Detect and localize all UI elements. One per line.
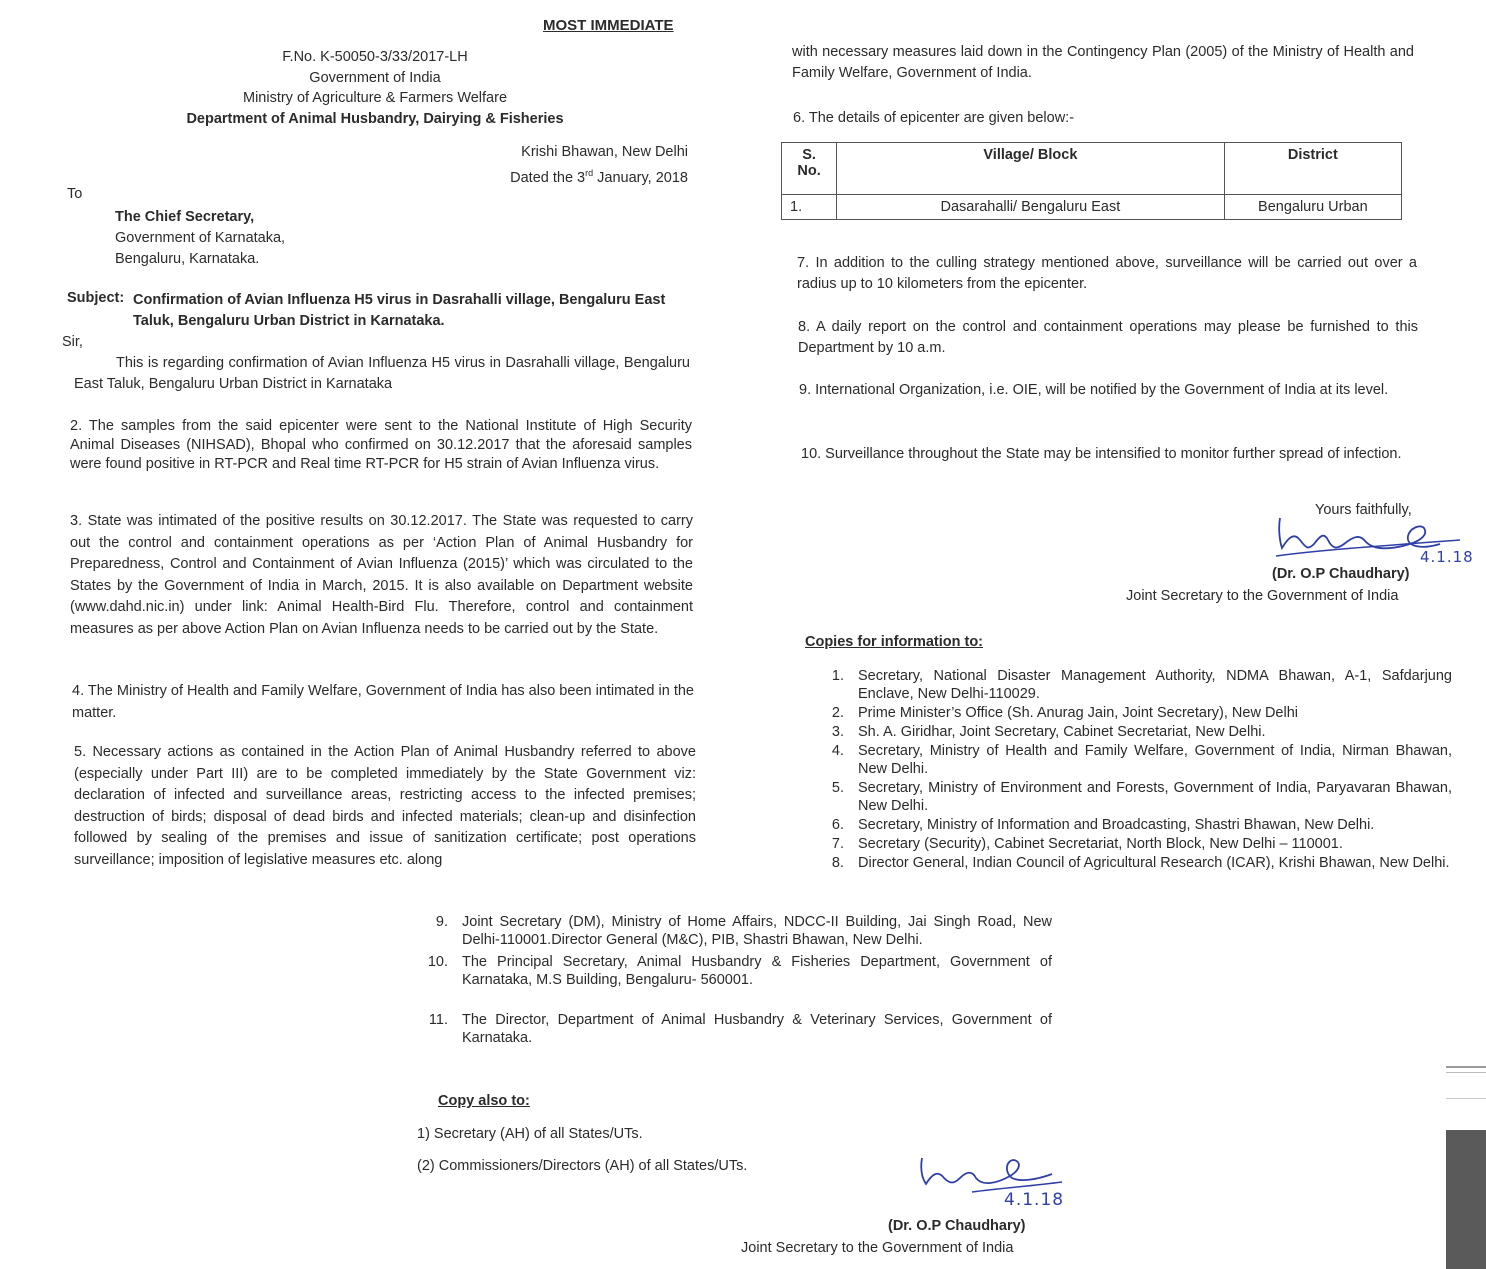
scan-edge-shadow: [1446, 1130, 1486, 1269]
ministry-name: Ministry of Agriculture & Farmers Welfare: [242, 90, 508, 106]
scan-edge-line: [1446, 1066, 1486, 1068]
copy-also-heading: Copy also to:: [438, 1093, 530, 1109]
paragraph-4: 4. The Ministry of Health and Family Welfare, Government of India has also been intimated in the matter.: [72, 683, 694, 721]
paragraph-5-continued: with necessary measures laid down in the Contingency Plan (2005) of the Ministry of Health and Family Welfare, Government of India.: [792, 44, 1414, 81]
scan-edge-line: [1446, 1072, 1486, 1073]
list-item: 4. Secretary, Ministry of Health and Family Welfare, Government of India, Nirman Bhawan, New Delhi.: [848, 742, 1452, 778]
letter-date: Dated the 3rd January, 2018: [510, 167, 688, 186]
table-header-cell: District: [1224, 143, 1401, 195]
copy-also-item: 1) Secretary (AH) of all States/UTs.: [417, 1126, 643, 1142]
handwritten-date: 4.1.18: [1004, 1190, 1065, 1210]
signature-image-2: [912, 1148, 1082, 1218]
signatory-designation: Joint Secretary to the Government of India: [741, 1240, 1014, 1256]
scan-edge-line: [1446, 1098, 1486, 1099]
urgency-label: MOST IMMEDIATE: [543, 17, 674, 34]
signatory-name: (Dr. O.P Chaudhary): [888, 1218, 1026, 1234]
paragraph-5: 5. Necessary actions as contained in the Action Plan of Animal Husbandry referred to above (especially under Part III) are to be completed immediately by the State Government viz: declaration of infected and surveillance areas, restricting access to the infected premises; destruction of birds; disposal of dead birds and infected materials; clean-up and disinfection followed by sealing of the premises and issue of sanitization certificate; post operations surveillance; imposition of legislative measures etc. along: [74, 744, 696, 868]
file-number: F.No. K-50050-3/33/2017-LH: [282, 49, 468, 65]
paragraph-6: 6. The details of epicenter are given below:-: [793, 110, 1075, 126]
letterhead: [160, 47, 590, 129]
table-header-cell: Village/ Block: [837, 143, 1225, 195]
to-label: To: [67, 186, 83, 202]
paragraph-10: 10. Surveillance throughout the State may be intensified to monitor further spread of infection.: [801, 446, 1402, 462]
paragraph-3: 3. State was intimated of the positive results on 30.12.2017. The State was requested to carry out the control and containment operations as per ‘Action Plan of Animal Husbandry for Preparedness, Control and Containment of Avian Influenza (2015)’ which was circulated to the States by the Government of India in March, 2015. It is also available on Department website (www.dahd.nic.in) under link: Animal Health-Bird Flu. Therefore, control and containment measures as per above Action Plan on Avian Influenza needs to be carried out by the State.: [70, 513, 693, 637]
government-name: Government of India: [309, 69, 441, 86]
list-item: 3. Sh. A. Giridhar, Joint Secretary, Cabinet Secretariat, New Delhi.: [848, 723, 1452, 741]
addressee-line2: Bengaluru, Karnataka.: [115, 251, 260, 267]
list-item: 1. Secretary, National Disaster Management Authority, NDMA Bhawan, A-1, Safdarjung Enclave, New Delhi-110029.: [848, 667, 1452, 703]
copy-also-item: (2) Commissioners/Directors (AH) of all States/UTs.: [417, 1158, 748, 1174]
handwritten-date: 4.1.18: [1420, 548, 1474, 566]
table-row: [782, 195, 1402, 220]
closing: Yours faithfully,: [1315, 502, 1412, 518]
paragraph-7: 7. In addition to the culling strategy mentioned above, surveillance will be carried out over a radius up to 10 kilometers from the epicenter.: [797, 255, 1417, 292]
paragraph-9: 9. International Organization, i.e. OIE, will be notified by the Government of India at its level.: [799, 382, 1389, 398]
table-cell: 1.: [782, 195, 837, 220]
paragraph-8: 8. A daily report on the control and containment operations may please be furnished to this Department by 10 a.m.: [798, 319, 1418, 356]
subject-text: Confirmation of Avian Influenza H5 virus in Dasrahalli village, Bengaluru East Taluk, Bengaluru Urban District in Karnataka.: [133, 292, 666, 329]
place-date-block: [490, 142, 688, 188]
copies-list: [826, 667, 1452, 873]
signatory-name: (Dr. O.P Chaudhary): [1272, 566, 1410, 582]
department-name: Department of Animal Husbandry, Dairying & Fisheries: [186, 110, 564, 127]
list-item: 11. The Director, Department of Animal Husbandry & Veterinary Services, Government of Karnataka.: [452, 1011, 1052, 1047]
addressee-name: The Chief Secretary,: [115, 209, 255, 225]
epicenter-table: [781, 142, 1402, 220]
addressee-line1: Government of Karnataka,: [115, 230, 286, 246]
table-cell: Dasarahalli/ Bengaluru East: [837, 195, 1225, 220]
table-header-row: [782, 143, 1402, 195]
list-item: 5. Secretary, Ministry of Environment and Forests, Government of India, Paryavaran Bhawan, New Delhi.: [848, 779, 1452, 815]
paragraph-2: 2. The samples from the said epicenter were sent to the National Institute of High Security Animal Diseases (NIHSAD), Bhopal who confirmed on 30.12.2017 that the aforesaid samples were found positive in RT-PCR and Real time RT-PCR for H5 strain of Avian Influenza virus.: [70, 418, 692, 472]
epicenter-table-wrap: [781, 142, 1402, 220]
subject-label: Subject:: [67, 290, 125, 306]
table-cell: Bengaluru Urban: [1224, 195, 1401, 220]
paragraph-1: This is regarding confirmation of Avian Influenza H5 virus in Dasrahalli village, Bengaluru East Taluk, Bengaluru Urban District in Karnataka: [74, 355, 690, 392]
copies-heading: Copies for information to:: [805, 634, 984, 650]
list-item: 6. Secretary, Ministry of Information and Broadcasting, Shastri Bhawan, New Delhi.: [848, 816, 1452, 834]
addressee-block: [115, 207, 285, 270]
table-header-cell: S. No.: [782, 143, 837, 195]
list-item: 8. Director General, Indian Council of Agricultural Research (ICAR), Krishi Bhawan, New Delhi.: [848, 854, 1452, 872]
salutation: Sir,: [62, 334, 83, 350]
list-item: 9. Joint Secretary (DM), Ministry of Home Affairs, NDCC-II Building, Jai Singh Road, New Delhi-110001.Director General (M&C), PIB, Shastri Bhawan, New Delhi.: [452, 913, 1052, 949]
signatory-designation: Joint Secretary to the Government of India: [1126, 588, 1399, 604]
list-item: 2. Prime Minister’s Office (Sh. Anurag Jain, Joint Secretary), New Delhi: [848, 704, 1452, 722]
place: Krishi Bhawan, New Delhi: [521, 144, 688, 160]
list-item: 7. Secretary (Security), Cabinet Secretariat, North Block, New Delhi – 110001.: [848, 835, 1452, 853]
copies-list-continued: [430, 913, 1052, 1048]
list-item: 10. The Principal Secretary, Animal Husbandry & Fisheries Department, Government of Karnataka, M.S Building, Bengaluru- 560001.: [452, 953, 1052, 989]
